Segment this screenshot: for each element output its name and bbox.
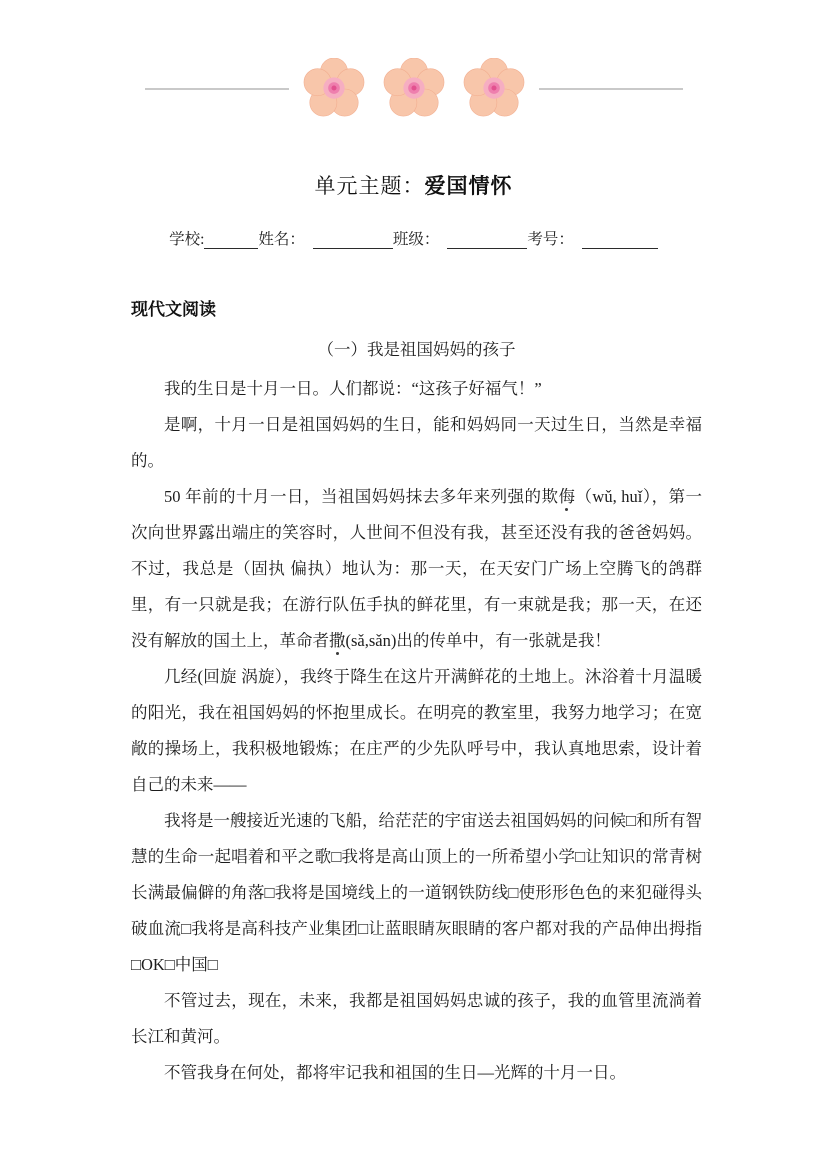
section-heading: 现代文阅读 bbox=[131, 300, 216, 319]
flower-icon bbox=[463, 58, 525, 120]
text-segment: 50 年前的十月一日，当祖国妈妈抹去多年来列强的欺 bbox=[164, 487, 559, 506]
flower-row bbox=[303, 58, 525, 120]
passage-content bbox=[0, 295, 827, 1091]
text-segment: （wǔ, huǐ），第一次向世界露出端庄的笑容时，人世间不但没有我，甚至还没有我的爸爸妈妈。不过，我总是（固执 偏执）地认为：那一天，在天安门广场上空腾飞的鸽群里，有一只就是我；在游行队伍手执的鲜花里，有一束就是我；那一天，在还没有解放的国土上，革命者 bbox=[131, 487, 703, 650]
class-blank bbox=[447, 231, 527, 249]
paragraph-2: 是啊，十月一日是祖国妈妈的生日，能和妈妈同一天过生日，当然是幸福的。 bbox=[131, 415, 702, 470]
text-segment: (sǎ,sǎn)出的传单中，有一张就是我！ bbox=[345, 631, 611, 650]
school-label: 学校: bbox=[169, 231, 205, 248]
passage-title: （一）我是祖国妈妈的孩子 bbox=[317, 340, 516, 359]
paragraph-5: 我将是一艘接近光速的飞船，给茫茫的宇宙送去祖国妈妈的问候□和所有智慧的生命一起唱着和平之歌□我将是高山顶上的一所希望小学□让知识的常青树长满最偏僻的角落□我将是国境线上的一道钢铁防线□使形形色色的来犯碰得头破血流□我将是高科技产业集团□让蓝眼睛灰眼睛的客户都对我的产品伸出拇指□OK□中国□ bbox=[131, 811, 702, 974]
paragraph-1: 我的生日是十月一日。人们都说：“这孩子好福气！” bbox=[164, 379, 542, 398]
left-divider-line bbox=[145, 88, 289, 90]
page-title-prefix: 单元主题： bbox=[314, 175, 425, 198]
paragraph-3 bbox=[131, 479, 702, 659]
emphasized-char: 侮 bbox=[558, 487, 576, 506]
paragraph-6: 不管过去，现在，未来，我都是祖国妈妈忠诚的孩子，我的血管里流淌着长江和黄河。 bbox=[131, 991, 702, 1046]
name-blank bbox=[313, 231, 393, 249]
right-divider-line bbox=[539, 88, 683, 90]
emphasized-char: 撒 bbox=[329, 631, 346, 650]
school-blank bbox=[204, 231, 258, 249]
name-field bbox=[258, 227, 393, 249]
exam-number-blank bbox=[582, 231, 658, 249]
class-field bbox=[393, 227, 528, 249]
paragraph-7: 不管我身在何处，都将牢记我和祖国的生日—光辉的十月一日。 bbox=[164, 1063, 626, 1082]
class-label: 班级： bbox=[392, 231, 440, 248]
name-label: 姓名： bbox=[258, 231, 305, 248]
flower-icon bbox=[303, 58, 365, 120]
exam-number-label: 考号： bbox=[527, 231, 574, 248]
page-title-theme: 爱国情怀 bbox=[424, 175, 513, 198]
exam-number-field bbox=[527, 227, 658, 249]
page-title bbox=[0, 170, 827, 200]
school-field bbox=[169, 227, 258, 249]
flower-icon bbox=[383, 58, 445, 120]
paragraph-4: 几经(回旋 涡旋），我终于降生在这片开满鲜花的土地上。沐浴着十月温暖的阳光，我在祖国妈妈的怀抱里成长。在明亮的教室里，我努力地学习；在宽敞的操场上，我积极地锻炼；在庄严的少先队呼号中，我认真地思索，设计着自己的未来—— bbox=[131, 667, 702, 794]
student-info-row bbox=[0, 227, 827, 249]
decorative-header bbox=[0, 0, 827, 120]
